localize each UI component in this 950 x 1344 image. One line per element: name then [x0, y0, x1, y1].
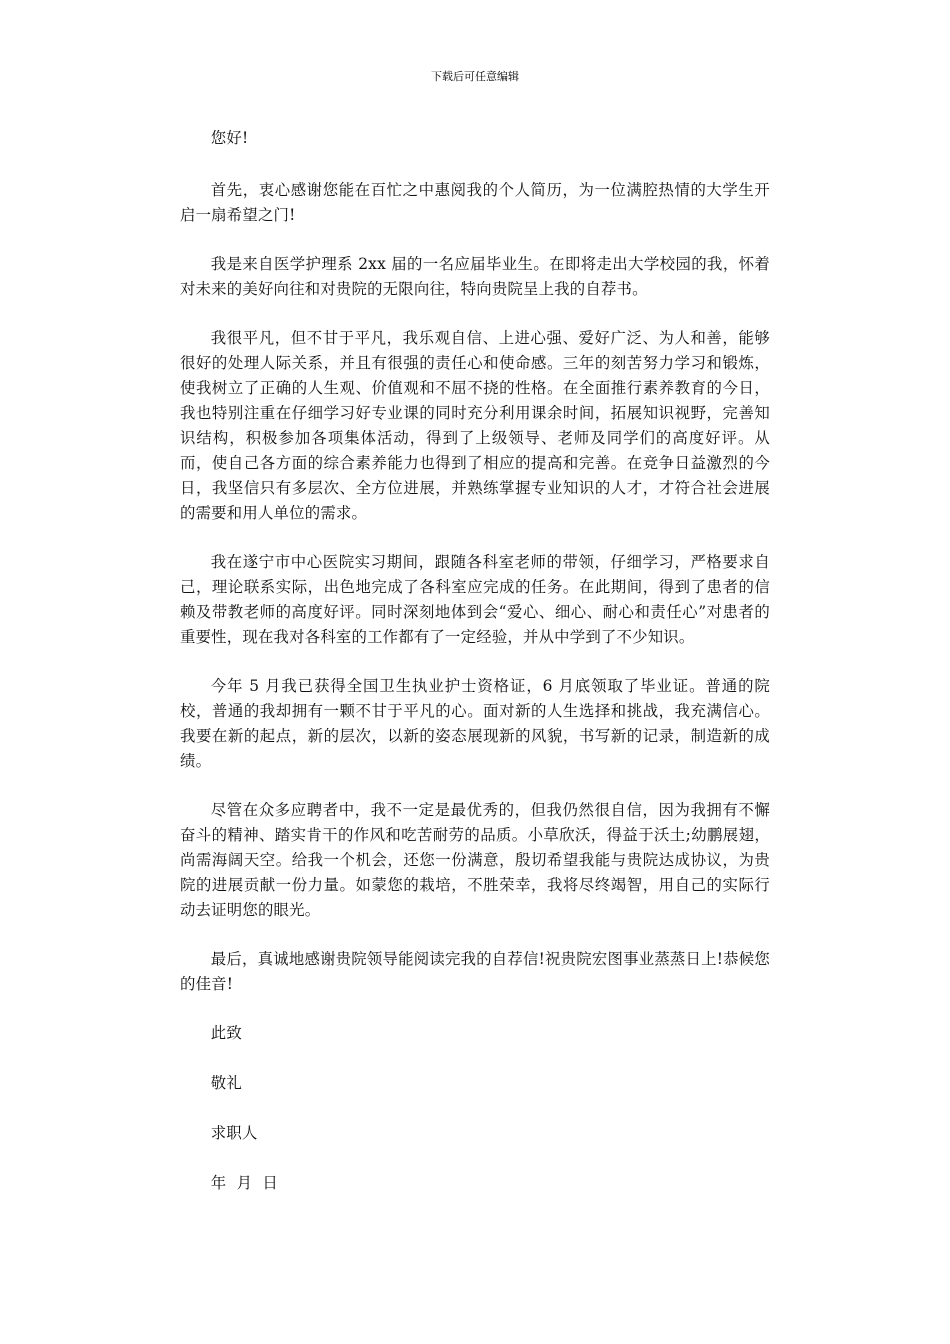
closing-date: 年 月 日 [210, 1174, 278, 1192]
letter-paragraph-3: 我很平凡，但不甘于平凡，我乐观自信、上进心强、爱好广泛、为人和善，能够很好的处理人际关系，并且有很强的责任心和使命感。三年的刻苦努力学习和锻炼，使我树立了正确的人生观、价值观和不屈不挠的性格。在全面推行素养教育的今日，我也特别注重在仔细学习好专业课的同时充分利用课余时间，拓展知识视野，完善知识结构，积极参加各项集体活动，得到了上级领导、老师及同学们的高度好评。从而，使自己各方面的综合素养能力也得到了相应的提高和完善。在竞争日益激烈的今日，我坚信只有多层次、全方位进展，并熟练掌握专业知识的人才，才符合社会进展的需要和用人单位的需求。 [180, 329, 770, 522]
letter-paragraph-5: 今年 5 月我已获得全国卫生执业护士资格证，6 月底领取了毕业证。普通的院校，普通的我却拥有一颗不甘于平凡的心。面对新的人生选择和挑战，我充满信心。我要在新的起点，新的层次，以新的姿态展现新的风貌，书写新的记录，制造新的成绩。 [180, 677, 770, 770]
closing-regards: 敬礼 [210, 1074, 242, 1092]
closing-signer: 求职人 [210, 1124, 258, 1142]
letter-paragraph-1: 首先，衷心感谢您能在百忙之中惠阅我的个人简历，为一位满腔热情的大学生开启一扇希望之门! [180, 181, 770, 224]
letter-greeting: 您好! [210, 129, 249, 147]
page-header-note: 下载后可任意编辑 [431, 70, 519, 83]
letter-paragraph-7: 最后，真诚地感谢贵院领导能阅读完我的自荐信!祝贵院宏图事业蒸蒸日上!恭候您的佳音! [180, 950, 770, 993]
letter-paragraph-6: 尽管在众多应聘者中，我不一定是最优秀的，但我仍然很自信，因为我拥有不懈奋斗的精神、踏实肯干的作风和吃苦耐劳的品质。小草欣沃，得益于沃土;幼鹏展翅，尚需海阔天空。给我一个机会，还您一份满意，殷切希望我能与贵院达成协议，为贵院的进展贡献一份力量。如蒙您的栽培，不胜荣幸，我将尽终竭智，用自己的实际行动去证明您的眼光。 [180, 801, 770, 919]
letter-body [180, 126, 770, 1221]
closing-salutation: 此致 [210, 1024, 242, 1042]
letter-paragraph-4: 我在遂宁市中心医院实习期间，跟随各科室老师的带领，仔细学习，严格要求自己，理论联系实际，出色地完成了各科室应完成的任务。在此期间，得到了患者的信赖及带教老师的高度好评。同时深刻地体到会“爱心、细心、耐心和责任心”对患者的重要性，现在我对各科室的工作都有了一定经验，并从中学到了不少知识。 [180, 553, 770, 646]
letter-paragraph-2: 我是来自医学护理系 2xx 届的一名应届毕业生。在即将走出大学校园的我，怀着对未来的美好向往和对贵院的无限向往，特向贵院呈上我的自荐书。 [180, 255, 770, 298]
